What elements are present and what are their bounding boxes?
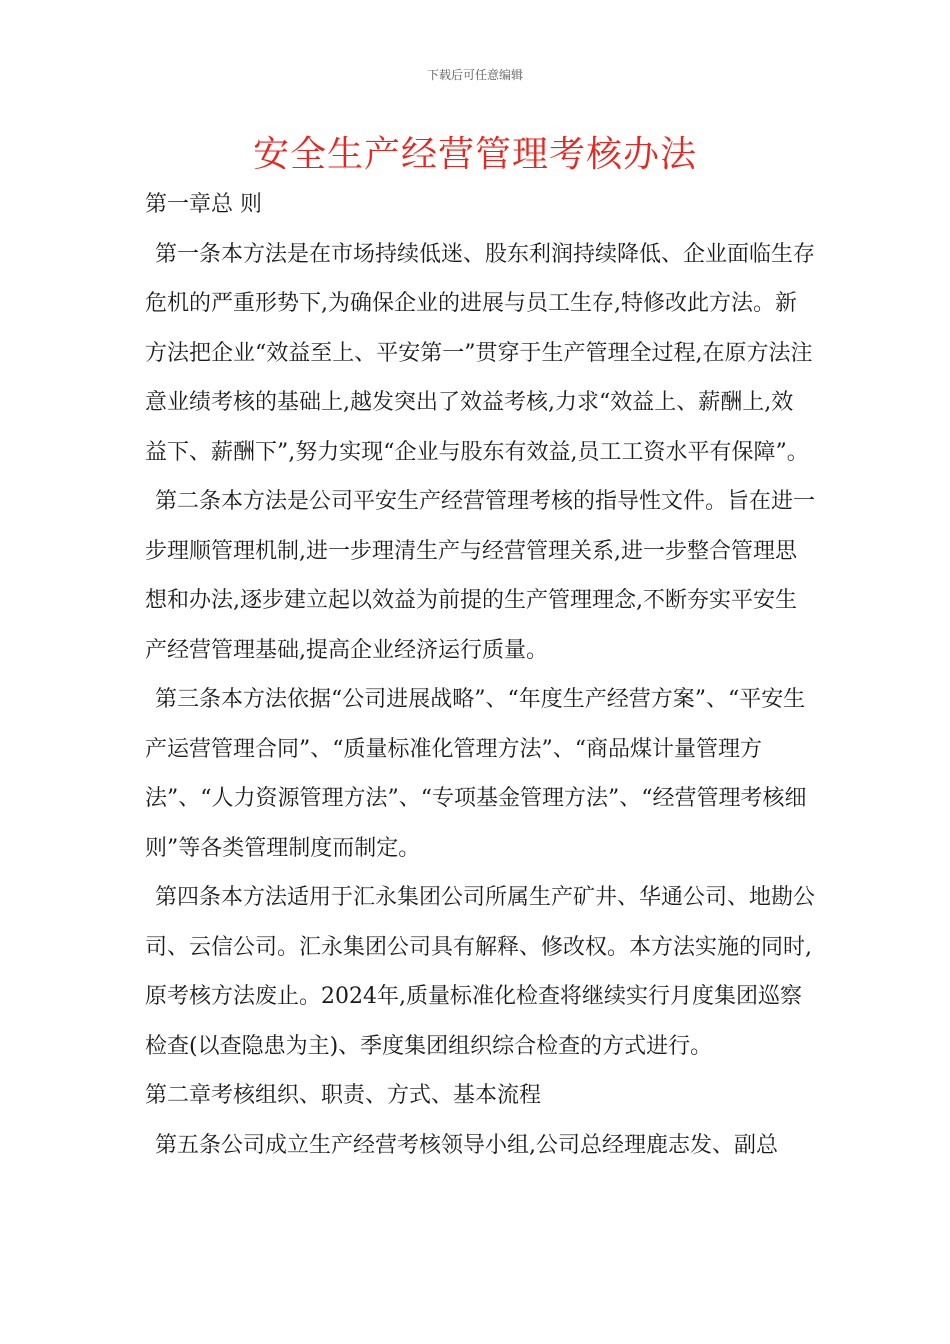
chapter-heading-1: 第一章总 则 [145,192,262,217]
document-body [145,180,815,1170]
article-5: 第五条公司成立生产经营考核领导小组,公司总经理鹿志发、副总 [155,1132,778,1158]
article-3: 第三条本方法依据“公司进展战略”、“年度生产经营方案”、“平安生产运营管理合同”、“质量标准化管理方法”、“商品煤计量管理方法”、“人力资源管理方法”、“专项基金管理方法”、“经营管理考核细则”等各类管理制度而制定。 [145,687,807,861]
chapter-heading-2: 第二章考核组织、职责、方式、基本流程 [145,1083,542,1108]
article-2: 第二条本方法是公司平安生产经营管理考核的指导性文件。旨在进一步理顺管理机制,进一步理清生产与经营管理关系,进一步整合管理思想和办法,逐步建立起以效益为前提的生产管理理念,不断夯实平安生产经营管理基础,提高企业经济运行质量。 [145,489,816,663]
header-note: 下载后可任意编辑 [426,68,523,82]
article-4: 第四条本方法适用于汇永集团公司所属生产矿井、华通公司、地勘公司、云信公司。汇永集团公司具有解释、修改权。本方法实施的同时,原考核方法废止。2024年,质量标准化检查将继续实行月度集团巡察检查(以查隐患为主)、季度集团组织综合检查的方式进行。 [145,885,816,1059]
document-title: 安全生产经营管理考核办法 [252,134,697,175]
article-1: 第一条本方法是在市场持续低迷、股东利润持续降低、企业面临生存危机的严重形势下,为确保企业的进展与员工生存,特修改此方法。新方法把企业“效益至上、平安第一”贯穿于生产管理全过程,在原方法注意业绩考核的基础上,越发突出了效益考核,力求“效益上、薪酬上,效益下、薪酬下”,努力实现“企业与股东有效益,员工工资水平有保障”。 [145,241,816,465]
